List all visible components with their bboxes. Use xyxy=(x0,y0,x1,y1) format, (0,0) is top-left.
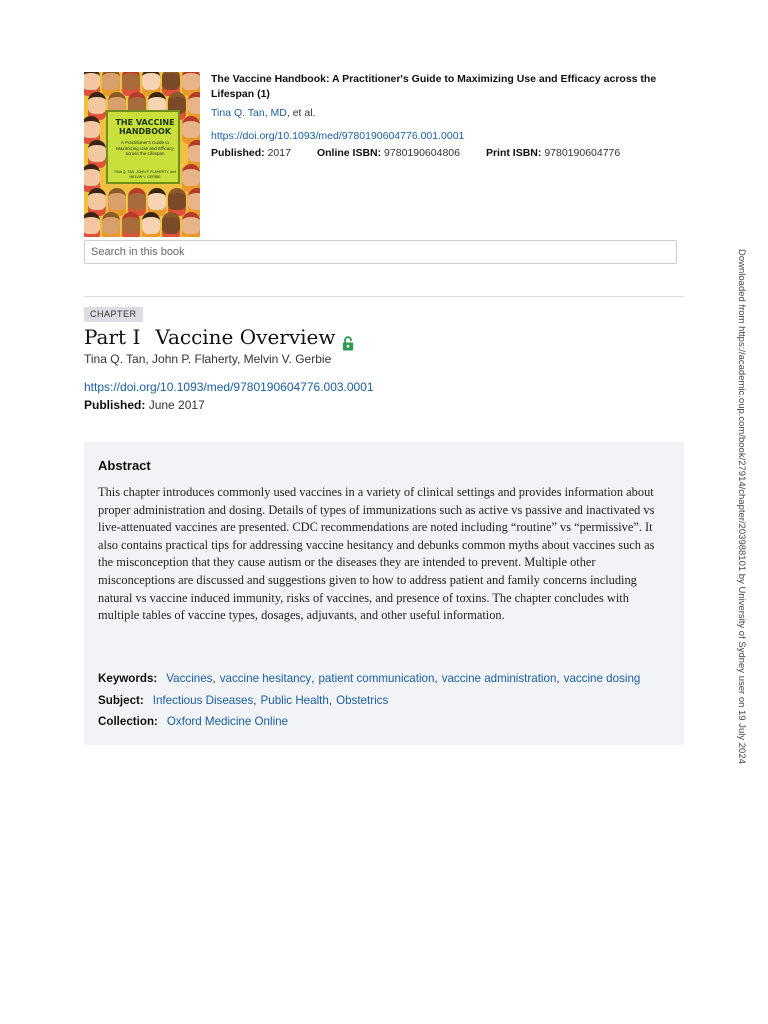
book-online-isbn-value: 9780190604806 xyxy=(384,147,460,159)
cover-face-illustration xyxy=(168,188,186,210)
collection-link[interactable]: Oxford Medicine Online xyxy=(166,715,289,728)
cover-face-illustration xyxy=(142,212,160,234)
cover-face-illustration xyxy=(84,116,100,138)
chapter-title xyxy=(84,324,354,350)
keyword-link[interactable]: Vaccines xyxy=(166,672,213,685)
cover-face-illustration xyxy=(188,140,200,162)
subject-row xyxy=(98,694,388,708)
chapter-published-value: June 2017 xyxy=(148,398,205,412)
cover-face-illustration xyxy=(102,72,120,90)
book-author-link[interactable]: Tina Q. Tan, MD xyxy=(211,107,287,119)
cover-subtitle: A Practitioner's Guide to Maximizing Use and Efficacy across the Lifespan xyxy=(116,140,174,156)
chapter-doi-link[interactable]: https://doi.org/10.1093/med/9780190604776.003.0001 xyxy=(84,380,374,394)
book-meta xyxy=(211,72,681,159)
book-print-isbn xyxy=(486,147,620,159)
search-in-book-input[interactable] xyxy=(84,240,677,264)
abstract-panel xyxy=(84,442,684,745)
book-print-isbn-value: 9780190604776 xyxy=(544,147,621,159)
subject-label: Subject: xyxy=(98,694,144,707)
keywords-label: Keywords: xyxy=(98,672,158,685)
cover-face-illustration xyxy=(162,72,180,90)
book-header xyxy=(84,72,684,238)
subject-separator: , xyxy=(253,694,257,707)
book-published-label: Published: xyxy=(211,147,265,159)
subject-separator: , xyxy=(328,694,333,707)
cover-face-illustration xyxy=(182,72,200,90)
cover-face-illustration xyxy=(182,212,200,234)
cover-face-illustration xyxy=(182,164,200,186)
cover-face-illustration xyxy=(84,72,100,90)
subject-link[interactable]: Obstetrics xyxy=(336,694,389,707)
cover-authors: TINA Q. TAN, JOHN P. FLAHERTY, and MELVIN V. GERBIE xyxy=(114,170,176,179)
cover-face-illustration xyxy=(128,188,146,210)
download-watermark-text: Downloaded from https://academic.oup.com/book/27914/chapter/203988101 by University of Sydney user on 19 July 2024 xyxy=(736,249,747,764)
chapter-title-text: Vaccine Overview xyxy=(155,325,336,349)
cover-face-illustration xyxy=(122,72,140,90)
book-author-suffix: , et al. xyxy=(286,107,316,119)
keyword-separator: , xyxy=(212,672,216,685)
cover-face-illustration xyxy=(142,72,160,90)
chapter-authors: Tina Q. Tan, John P. Flaherty, Melvin V. Gerbie xyxy=(84,352,332,366)
book-online-isbn xyxy=(317,147,460,159)
book-cover-image[interactable] xyxy=(84,72,200,237)
book-print-isbn-label: Print ISBN: xyxy=(485,147,542,159)
cover-face-illustration xyxy=(182,116,200,138)
book-publication-info xyxy=(211,147,681,159)
subject-link[interactable]: Infectious Diseases xyxy=(152,694,254,707)
chapter-doi xyxy=(84,380,374,394)
book-published xyxy=(211,147,291,159)
keyword-link[interactable]: vaccine dosing xyxy=(563,672,641,685)
book-doi xyxy=(211,130,681,142)
cover-face-illustration xyxy=(102,212,120,234)
cover-title: THE VACCINE HANDBOOK xyxy=(115,118,175,136)
keywords-row xyxy=(98,672,640,686)
book-doi-link[interactable]: https://doi.org/10.1093/med/9780190604776.001.0001 xyxy=(211,130,465,142)
unlocked-padlock-icon xyxy=(342,331,354,346)
chapter-badge: CHAPTER xyxy=(84,307,143,322)
keyword-link[interactable]: patient communication xyxy=(318,672,435,685)
cover-face-illustration xyxy=(148,188,166,210)
abstract-text: This chapter introduces commonly used vaccines in a variety of clinical settings and provides information about proper administration and dosing. Details of types of immunizations such as active vs passive and inactivated vs live-attenuated vaccines are presented. CDC recommendations are noted including “routine” vs “permissive”. It also contains practical tips for addressing vaccine hesitancy and debunks common myths about vaccines such as the misconception that they cause autism or the diseases they are intended to prevent. Multiple other misconceptions are discussed and suggestions given to how to address patient and family concerns including natural vs vaccine induced immunity, risks of vaccines, and presence of toxins. The chapter concludes with multiple tables of vaccine types, dosages, adjuvants, and other useful information. xyxy=(98,485,655,623)
cover-title-box xyxy=(106,110,180,184)
book-published-value: 2017 xyxy=(267,147,291,159)
download-watermark xyxy=(735,249,749,779)
book-title[interactable]: The Vaccine Handbook: A Practitioner's Guide to Maximizing Use and Efficacy across the Lifespan (1) xyxy=(211,73,657,100)
collection-label: Collection: xyxy=(98,715,158,728)
book-online-isbn-label: Online ISBN: xyxy=(316,147,382,159)
cover-face-illustration xyxy=(122,212,140,234)
cover-face-illustration xyxy=(84,212,100,234)
search-placeholder: Search in this book xyxy=(91,246,185,258)
cover-face-illustration xyxy=(188,92,200,114)
keyword-link[interactable]: vaccine hesitancy xyxy=(219,672,312,685)
chapter-published xyxy=(84,398,205,412)
collection-row xyxy=(98,715,288,729)
section-divider xyxy=(84,296,684,297)
book-authors xyxy=(211,107,681,119)
chapter-part-label: Part I xyxy=(84,325,141,349)
keyword-separator: , xyxy=(556,672,560,685)
subject-link[interactable]: Public Health xyxy=(260,694,329,707)
cover-face-illustration xyxy=(88,188,106,210)
cover-face-illustration xyxy=(162,212,180,234)
keyword-link[interactable]: vaccine administration xyxy=(441,672,557,685)
cover-face-illustration xyxy=(88,140,106,162)
cover-face-illustration xyxy=(188,188,200,210)
keyword-separator: , xyxy=(434,672,438,685)
cover-face-illustration xyxy=(88,92,106,114)
cover-face-illustration xyxy=(84,164,100,186)
cover-face-illustration xyxy=(108,188,126,210)
keyword-separator: , xyxy=(311,672,315,685)
chapter-published-label: Published: xyxy=(84,398,146,412)
abstract-heading: Abstract xyxy=(98,458,151,473)
